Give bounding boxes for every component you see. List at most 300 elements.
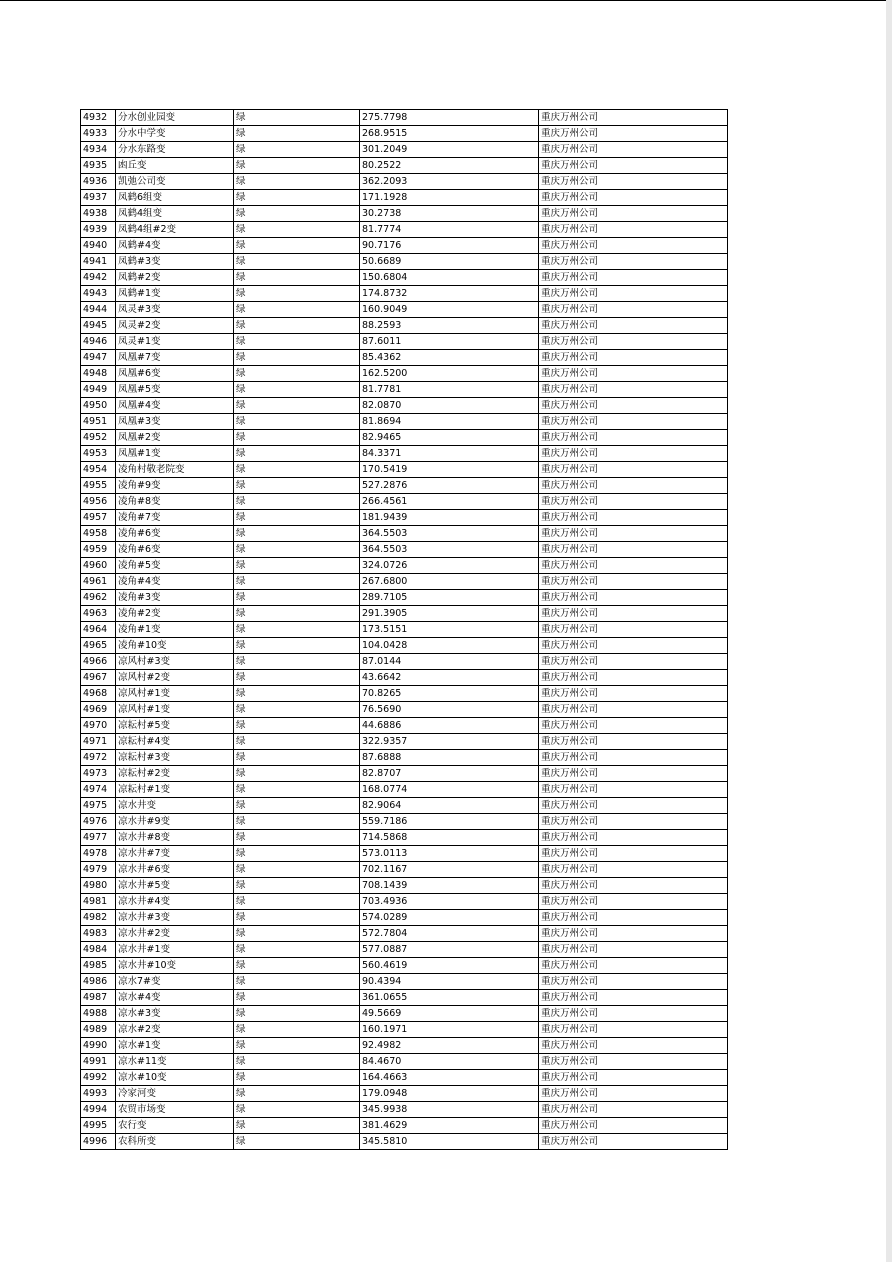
cell-substation-name: 凯弛公司变 xyxy=(116,174,234,190)
cell-company: 重庆万州公司 xyxy=(539,1022,728,1038)
cell-company: 重庆万州公司 xyxy=(539,670,728,686)
cell-substation-name: 凌角#6变 xyxy=(116,526,234,542)
cell-id: 4974 xyxy=(81,782,116,798)
cell-company: 重庆万州公司 xyxy=(539,942,728,958)
cell-status-color: 绿 xyxy=(234,334,360,350)
table-row xyxy=(81,542,728,558)
table-row xyxy=(81,318,728,334)
cell-value: 162.5200 xyxy=(360,366,539,382)
cell-status-color: 绿 xyxy=(234,1086,360,1102)
cell-status-color: 绿 xyxy=(234,750,360,766)
cell-id: 4965 xyxy=(81,638,116,654)
cell-substation-name: 凉水井#9变 xyxy=(116,814,234,830)
cell-status-color: 绿 xyxy=(234,462,360,478)
cell-substation-name: 凉水#1变 xyxy=(116,1038,234,1054)
cell-id: 4964 xyxy=(81,622,116,638)
cell-company: 重庆万州公司 xyxy=(539,830,728,846)
cell-id: 4970 xyxy=(81,718,116,734)
cell-company: 重庆万州公司 xyxy=(539,334,728,350)
cell-value: 560.4619 xyxy=(360,958,539,974)
cell-id: 4991 xyxy=(81,1054,116,1070)
cell-company: 重庆万州公司 xyxy=(539,430,728,446)
cell-company: 重庆万州公司 xyxy=(539,702,728,718)
cell-value: 301.2049 xyxy=(360,142,539,158)
cell-status-color: 绿 xyxy=(234,526,360,542)
cell-status-color: 绿 xyxy=(234,1054,360,1070)
cell-id: 4955 xyxy=(81,478,116,494)
cell-id: 4979 xyxy=(81,862,116,878)
cell-id: 4944 xyxy=(81,302,116,318)
cell-status-color: 绿 xyxy=(234,638,360,654)
cell-value: 345.9938 xyxy=(360,1102,539,1118)
cell-company: 重庆万州公司 xyxy=(539,910,728,926)
table-row xyxy=(81,446,728,462)
cell-status-color: 绿 xyxy=(234,1118,360,1134)
cell-substation-name: 凉风村#2变 xyxy=(116,670,234,686)
cell-company: 重庆万州公司 xyxy=(539,526,728,542)
cell-substation-name: 凤凰#7变 xyxy=(116,350,234,366)
cell-value: 179.0948 xyxy=(360,1086,539,1102)
cell-substation-name: 分水东路变 xyxy=(116,142,234,158)
table-row xyxy=(81,814,728,830)
cell-company: 重庆万州公司 xyxy=(539,302,728,318)
table-row xyxy=(81,958,728,974)
cell-status-color: 绿 xyxy=(234,446,360,462)
cell-status-color: 绿 xyxy=(234,686,360,702)
cell-id: 4933 xyxy=(81,126,116,142)
cell-id: 4972 xyxy=(81,750,116,766)
cell-status-color: 绿 xyxy=(234,238,360,254)
table-row xyxy=(81,558,728,574)
cell-substation-name: 凤凰#1变 xyxy=(116,446,234,462)
cell-company: 重庆万州公司 xyxy=(539,414,728,430)
cell-status-color: 绿 xyxy=(234,830,360,846)
cell-company: 重庆万州公司 xyxy=(539,238,728,254)
cell-company: 重庆万州公司 xyxy=(539,782,728,798)
cell-value: 80.2522 xyxy=(360,158,539,174)
cell-value: 150.6804 xyxy=(360,270,539,286)
cell-value: 81.7781 xyxy=(360,382,539,398)
cell-value: 266.4561 xyxy=(360,494,539,510)
cell-substation-name: 凤鹤#2变 xyxy=(116,270,234,286)
cell-status-color: 绿 xyxy=(234,222,360,238)
cell-id: 4938 xyxy=(81,206,116,222)
cell-company: 重庆万州公司 xyxy=(539,350,728,366)
cell-company: 重庆万州公司 xyxy=(539,606,728,622)
cell-id: 4932 xyxy=(81,110,116,126)
cell-value: 708.1439 xyxy=(360,878,539,894)
table-row xyxy=(81,254,728,270)
table-row xyxy=(81,1086,728,1102)
cell-status-color: 绿 xyxy=(234,1006,360,1022)
cell-substation-name: 凤凰#5变 xyxy=(116,382,234,398)
cell-substation-name: 凌角#9变 xyxy=(116,478,234,494)
cell-id: 4934 xyxy=(81,142,116,158)
table-row xyxy=(81,782,728,798)
cell-status-color: 绿 xyxy=(234,926,360,942)
cell-status-color: 绿 xyxy=(234,574,360,590)
cell-id: 4978 xyxy=(81,846,116,862)
table-row xyxy=(81,830,728,846)
cell-company: 重庆万州公司 xyxy=(539,382,728,398)
cell-substation-name: 凉水#10变 xyxy=(116,1070,234,1086)
cell-value: 90.7176 xyxy=(360,238,539,254)
table-row xyxy=(81,702,728,718)
cell-substation-name: 分水创业园变 xyxy=(116,110,234,126)
table-body xyxy=(81,110,728,1150)
cell-value: 268.9515 xyxy=(360,126,539,142)
cell-company: 重庆万州公司 xyxy=(539,110,728,126)
cell-value: 82.9465 xyxy=(360,430,539,446)
table-row xyxy=(81,430,728,446)
cell-company: 重庆万州公司 xyxy=(539,494,728,510)
cell-substation-name: 凉水#4变 xyxy=(116,990,234,1006)
cell-status-color: 绿 xyxy=(234,1134,360,1150)
cell-status-color: 绿 xyxy=(234,798,360,814)
cell-status-color: 绿 xyxy=(234,270,360,286)
table-row xyxy=(81,670,728,686)
cell-status-color: 绿 xyxy=(234,734,360,750)
cell-substation-name: 凉耘村#5变 xyxy=(116,718,234,734)
cell-company: 重庆万州公司 xyxy=(539,814,728,830)
table-row xyxy=(81,766,728,782)
cell-value: 173.5151 xyxy=(360,622,539,638)
cell-status-color: 绿 xyxy=(234,894,360,910)
cell-substation-name: 凌角#5变 xyxy=(116,558,234,574)
cell-substation-name: 凉水#2变 xyxy=(116,1022,234,1038)
cell-substation-name: 农科所变 xyxy=(116,1134,234,1150)
cell-id: 4989 xyxy=(81,1022,116,1038)
cell-id: 4993 xyxy=(81,1086,116,1102)
cell-substation-name: 凌角#3变 xyxy=(116,590,234,606)
table-row xyxy=(81,222,728,238)
table-row xyxy=(81,286,728,302)
table-row xyxy=(81,126,728,142)
cell-id: 4961 xyxy=(81,574,116,590)
cell-status-color: 绿 xyxy=(234,782,360,798)
page-top-border xyxy=(0,0,886,1)
cell-company: 重庆万州公司 xyxy=(539,654,728,670)
table-row xyxy=(81,926,728,942)
cell-company: 重庆万州公司 xyxy=(539,446,728,462)
cell-company: 重庆万州公司 xyxy=(539,558,728,574)
cell-substation-name: 凌角#7变 xyxy=(116,510,234,526)
cell-value: 84.4670 xyxy=(360,1054,539,1070)
cell-value: 170.5419 xyxy=(360,462,539,478)
cell-id: 4936 xyxy=(81,174,116,190)
cell-company: 重庆万州公司 xyxy=(539,1118,728,1134)
cell-company: 重庆万州公司 xyxy=(539,174,728,190)
cell-status-color: 绿 xyxy=(234,846,360,862)
cell-substation-name: 凉风村#1变 xyxy=(116,702,234,718)
cell-id: 4946 xyxy=(81,334,116,350)
cell-substation-name: 凉风村#3变 xyxy=(116,654,234,670)
cell-id: 4956 xyxy=(81,494,116,510)
table-row xyxy=(81,366,728,382)
cell-substation-name: 分水中学变 xyxy=(116,126,234,142)
cell-substation-name: 农行变 xyxy=(116,1118,234,1134)
cell-status-color: 绿 xyxy=(234,1038,360,1054)
cell-value: 70.8265 xyxy=(360,686,539,702)
cell-value: 76.5690 xyxy=(360,702,539,718)
cell-substation-name: 凤凰#3变 xyxy=(116,414,234,430)
cell-value: 90.4394 xyxy=(360,974,539,990)
table-row xyxy=(81,382,728,398)
cell-value: 43.6642 xyxy=(360,670,539,686)
cell-status-color: 绿 xyxy=(234,414,360,430)
cell-id: 4983 xyxy=(81,926,116,942)
cell-id: 4942 xyxy=(81,270,116,286)
cell-status-color: 绿 xyxy=(234,814,360,830)
cell-value: 559.7186 xyxy=(360,814,539,830)
cell-substation-name: 凤鹤#4变 xyxy=(116,238,234,254)
cell-status-color: 绿 xyxy=(234,302,360,318)
cell-company: 重庆万州公司 xyxy=(539,1070,728,1086)
cell-value: 44.6886 xyxy=(360,718,539,734)
cell-id: 4973 xyxy=(81,766,116,782)
cell-id: 4949 xyxy=(81,382,116,398)
table-row xyxy=(81,734,728,750)
cell-company: 重庆万州公司 xyxy=(539,750,728,766)
cell-substation-name: 凤鹤6组变 xyxy=(116,190,234,206)
cell-status-color: 绿 xyxy=(234,990,360,1006)
cell-substation-name: 凤鹤4组变 xyxy=(116,206,234,222)
table-row xyxy=(81,750,728,766)
cell-id: 4985 xyxy=(81,958,116,974)
cell-substation-name: 凉水井#3变 xyxy=(116,910,234,926)
cell-value: 364.5503 xyxy=(360,542,539,558)
cell-company: 重庆万州公司 xyxy=(539,286,728,302)
cell-status-color: 绿 xyxy=(234,958,360,974)
cell-id: 4941 xyxy=(81,254,116,270)
table-row xyxy=(81,894,728,910)
cell-company: 重庆万州公司 xyxy=(539,1102,728,1118)
cell-value: 275.7798 xyxy=(360,110,539,126)
cell-id: 4981 xyxy=(81,894,116,910)
cell-company: 重庆万州公司 xyxy=(539,686,728,702)
cell-status-color: 绿 xyxy=(234,766,360,782)
cell-status-color: 绿 xyxy=(234,974,360,990)
cell-company: 重庆万州公司 xyxy=(539,542,728,558)
cell-company: 重庆万州公司 xyxy=(539,1054,728,1070)
table-row xyxy=(81,526,728,542)
cell-status-color: 绿 xyxy=(234,654,360,670)
cell-substation-name: 凉耘村#3变 xyxy=(116,750,234,766)
cell-substation-name: 凼丘变 xyxy=(116,158,234,174)
cell-substation-name: 凤灵#3变 xyxy=(116,302,234,318)
cell-company: 重庆万州公司 xyxy=(539,974,728,990)
cell-value: 171.1928 xyxy=(360,190,539,206)
cell-status-color: 绿 xyxy=(234,206,360,222)
cell-id: 4962 xyxy=(81,590,116,606)
cell-id: 4959 xyxy=(81,542,116,558)
cell-value: 381.4629 xyxy=(360,1118,539,1134)
cell-status-color: 绿 xyxy=(234,382,360,398)
cell-value: 574.0289 xyxy=(360,910,539,926)
table-row xyxy=(81,414,728,430)
cell-id: 4984 xyxy=(81,942,116,958)
cell-value: 85.4362 xyxy=(360,350,539,366)
table-row xyxy=(81,1102,728,1118)
cell-value: 168.0774 xyxy=(360,782,539,798)
cell-substation-name: 凌角#2变 xyxy=(116,606,234,622)
cell-company: 重庆万州公司 xyxy=(539,126,728,142)
cell-status-color: 绿 xyxy=(234,398,360,414)
cell-value: 289.7105 xyxy=(360,590,539,606)
cell-company: 重庆万州公司 xyxy=(539,926,728,942)
cell-id: 4950 xyxy=(81,398,116,414)
cell-status-color: 绿 xyxy=(234,366,360,382)
cell-status-color: 绿 xyxy=(234,494,360,510)
cell-id: 4952 xyxy=(81,430,116,446)
table-row xyxy=(81,574,728,590)
cell-value: 81.7774 xyxy=(360,222,539,238)
cell-value: 322.9357 xyxy=(360,734,539,750)
table-row xyxy=(81,606,728,622)
table-row xyxy=(81,238,728,254)
cell-status-color: 绿 xyxy=(234,878,360,894)
cell-value: 573.0113 xyxy=(360,846,539,862)
table-row xyxy=(81,142,728,158)
cell-id: 4966 xyxy=(81,654,116,670)
cell-id: 4963 xyxy=(81,606,116,622)
cell-id: 4957 xyxy=(81,510,116,526)
cell-substation-name: 凉水#11变 xyxy=(116,1054,234,1070)
cell-substation-name: 凉水井#2变 xyxy=(116,926,234,942)
cell-substation-name: 冷家河变 xyxy=(116,1086,234,1102)
cell-id: 4939 xyxy=(81,222,116,238)
cell-id: 4986 xyxy=(81,974,116,990)
cell-id: 4969 xyxy=(81,702,116,718)
cell-substation-name: 凤鹤#1变 xyxy=(116,286,234,302)
cell-id: 4976 xyxy=(81,814,116,830)
cell-status-color: 绿 xyxy=(234,862,360,878)
cell-company: 重庆万州公司 xyxy=(539,254,728,270)
cell-value: 364.5503 xyxy=(360,526,539,542)
cell-substation-name: 凤凰#2变 xyxy=(116,430,234,446)
cell-value: 703.4936 xyxy=(360,894,539,910)
cell-substation-name: 凌角#6变 xyxy=(116,542,234,558)
cell-value: 702.1167 xyxy=(360,862,539,878)
table-row xyxy=(81,478,728,494)
cell-id: 4953 xyxy=(81,446,116,462)
table-row xyxy=(81,718,728,734)
cell-substation-name: 凌角#10变 xyxy=(116,638,234,654)
cell-id: 4995 xyxy=(81,1118,116,1134)
cell-substation-name: 凉耘村#1变 xyxy=(116,782,234,798)
cell-id: 4960 xyxy=(81,558,116,574)
cell-substation-name: 凤鹤#3变 xyxy=(116,254,234,270)
cell-value: 92.4982 xyxy=(360,1038,539,1054)
cell-substation-name: 凤灵#1变 xyxy=(116,334,234,350)
cell-id: 4968 xyxy=(81,686,116,702)
cell-value: 84.3371 xyxy=(360,446,539,462)
cell-company: 重庆万州公司 xyxy=(539,206,728,222)
cell-company: 重庆万州公司 xyxy=(539,1038,728,1054)
cell-status-color: 绿 xyxy=(234,558,360,574)
cell-status-color: 绿 xyxy=(234,126,360,142)
cell-substation-name: 凤凰#6变 xyxy=(116,366,234,382)
cell-substation-name: 凉水井#1变 xyxy=(116,942,234,958)
cell-value: 577.0887 xyxy=(360,942,539,958)
cell-id: 4977 xyxy=(81,830,116,846)
cell-substation-name: 凤鹤4组#2变 xyxy=(116,222,234,238)
cell-status-color: 绿 xyxy=(234,590,360,606)
cell-id: 4935 xyxy=(81,158,116,174)
table-row xyxy=(81,158,728,174)
cell-id: 4975 xyxy=(81,798,116,814)
cell-id: 4951 xyxy=(81,414,116,430)
cell-value: 572.7804 xyxy=(360,926,539,942)
cell-id: 4990 xyxy=(81,1038,116,1054)
cell-company: 重庆万州公司 xyxy=(539,862,728,878)
cell-company: 重庆万州公司 xyxy=(539,1134,728,1150)
cell-id: 4945 xyxy=(81,318,116,334)
cell-company: 重庆万州公司 xyxy=(539,478,728,494)
table-row xyxy=(81,1006,728,1022)
cell-substation-name: 凤凰#4变 xyxy=(116,398,234,414)
table-row xyxy=(81,398,728,414)
cell-value: 164.4663 xyxy=(360,1070,539,1086)
cell-substation-name: 凉水#3变 xyxy=(116,1006,234,1022)
cell-value: 87.6888 xyxy=(360,750,539,766)
cell-status-color: 绿 xyxy=(234,190,360,206)
cell-substation-name: 凉风村#1变 xyxy=(116,686,234,702)
cell-value: 160.1971 xyxy=(360,1022,539,1038)
cell-value: 87.0144 xyxy=(360,654,539,670)
cell-value: 82.9064 xyxy=(360,798,539,814)
cell-id: 4940 xyxy=(81,238,116,254)
cell-status-color: 绿 xyxy=(234,174,360,190)
cell-status-color: 绿 xyxy=(234,622,360,638)
cell-substation-name: 农贸市场变 xyxy=(116,1102,234,1118)
table-row xyxy=(81,638,728,654)
table-row xyxy=(81,846,728,862)
cell-id: 4992 xyxy=(81,1070,116,1086)
cell-company: 重庆万州公司 xyxy=(539,894,728,910)
cell-id: 4994 xyxy=(81,1102,116,1118)
cell-company: 重庆万州公司 xyxy=(539,190,728,206)
cell-substation-name: 凉耘村#2变 xyxy=(116,766,234,782)
cell-company: 重庆万州公司 xyxy=(539,590,728,606)
cell-company: 重庆万州公司 xyxy=(539,958,728,974)
cell-substation-name: 凉耘村#4变 xyxy=(116,734,234,750)
cell-status-color: 绿 xyxy=(234,318,360,334)
table-row xyxy=(81,686,728,702)
cell-status-color: 绿 xyxy=(234,1102,360,1118)
table-row xyxy=(81,494,728,510)
cell-value: 49.5669 xyxy=(360,1006,539,1022)
cell-company: 重庆万州公司 xyxy=(539,734,728,750)
cell-company: 重庆万州公司 xyxy=(539,574,728,590)
cell-status-color: 绿 xyxy=(234,1022,360,1038)
table-row xyxy=(81,110,728,126)
cell-substation-name: 凌角#1变 xyxy=(116,622,234,638)
table-row xyxy=(81,1118,728,1134)
cell-value: 87.6011 xyxy=(360,334,539,350)
table-row xyxy=(81,462,728,478)
table-row xyxy=(81,910,728,926)
cell-id: 4937 xyxy=(81,190,116,206)
cell-substation-name: 凉水7#变 xyxy=(116,974,234,990)
cell-substation-name: 凉水井#8变 xyxy=(116,830,234,846)
cell-status-color: 绿 xyxy=(234,254,360,270)
table-row xyxy=(81,974,728,990)
cell-id: 4982 xyxy=(81,910,116,926)
cell-substation-name: 凌角#8变 xyxy=(116,494,234,510)
cell-id: 4987 xyxy=(81,990,116,1006)
cell-company: 重庆万州公司 xyxy=(539,1086,728,1102)
